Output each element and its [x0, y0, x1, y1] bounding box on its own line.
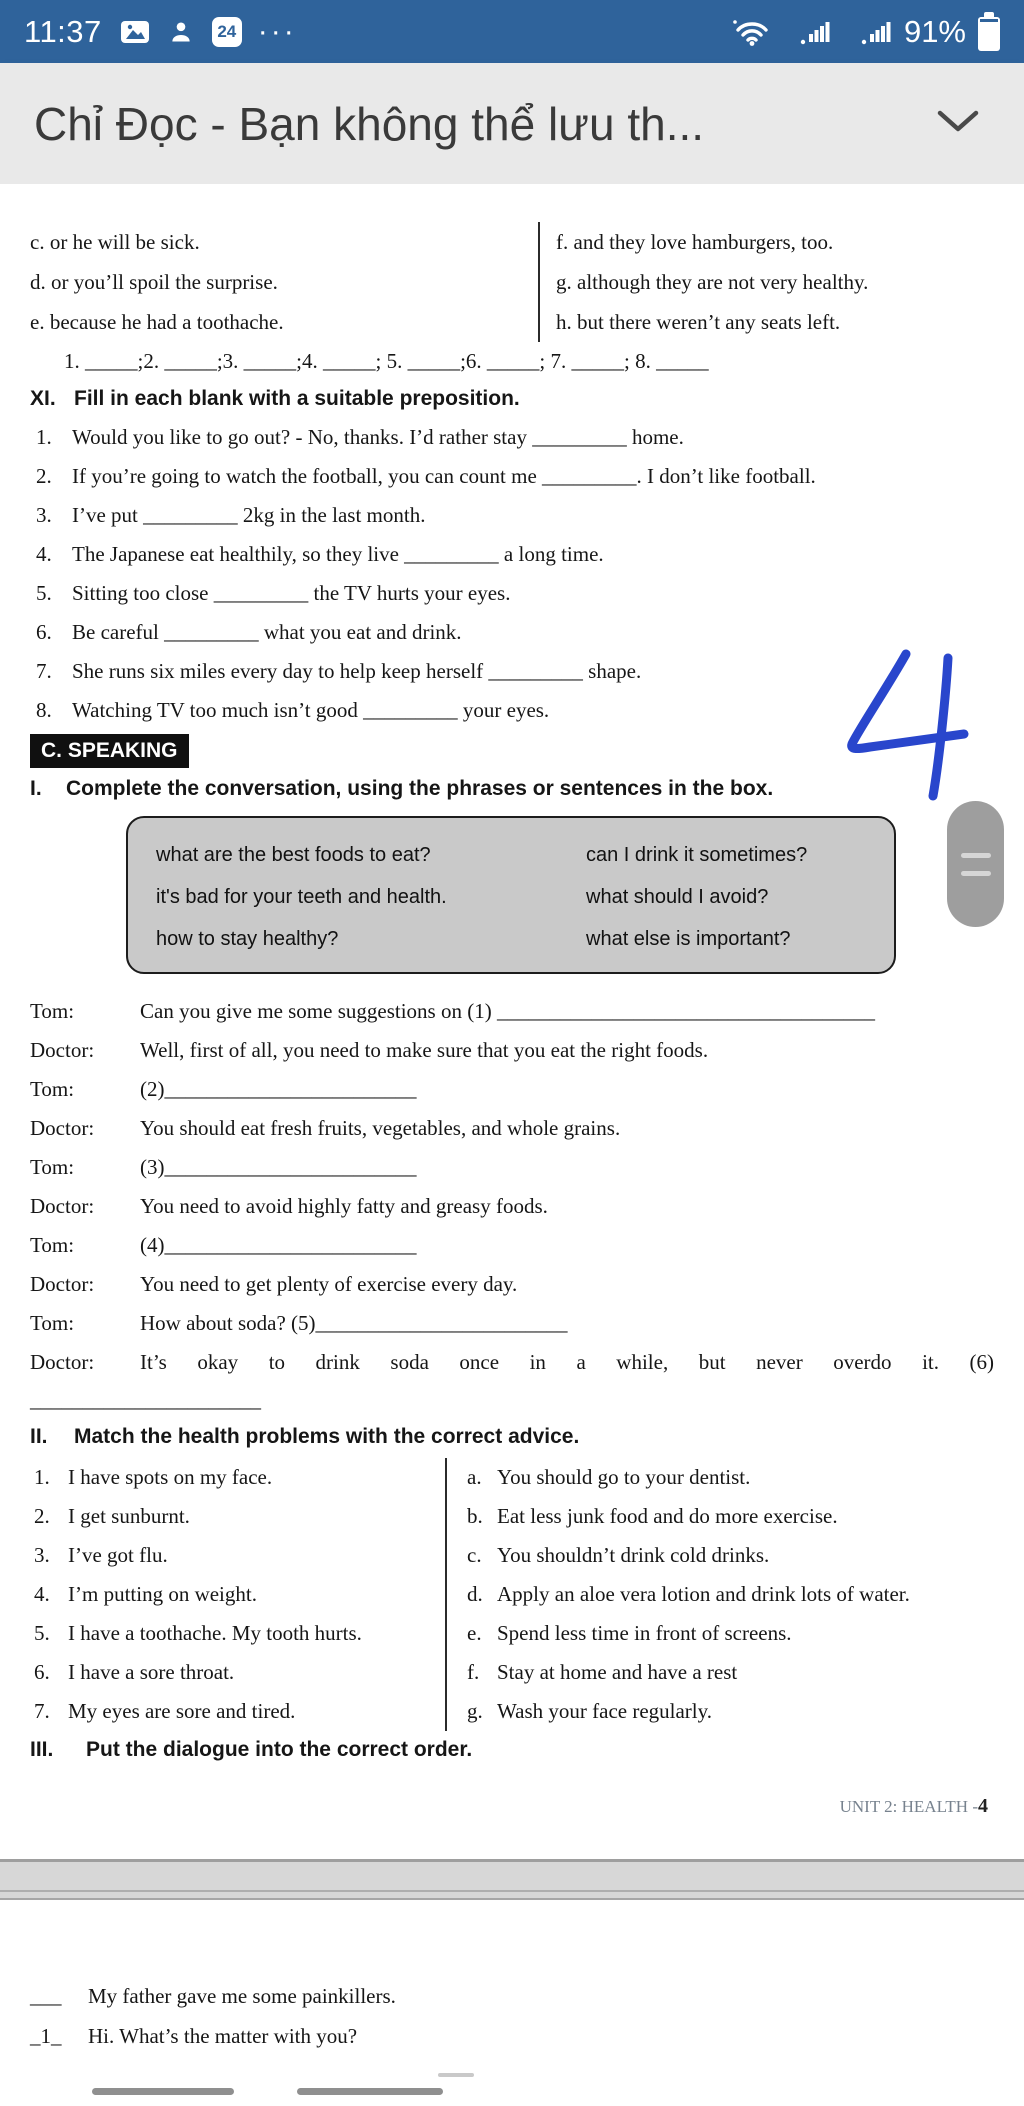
document-title: Chỉ Đọc - Bạn không thể lưu th...	[34, 97, 705, 150]
handle-line-icon	[961, 853, 991, 858]
section-number: II.	[30, 1425, 48, 1448]
section-ii-heading	[30, 1418, 994, 1456]
list-item: 3. I’ve put _________ 2kg in the last month.	[36, 503, 426, 527]
match-item: 4. I’m putting on weight.	[34, 1582, 257, 1606]
match-item: 7. My eyes are sore and tired.	[34, 1699, 296, 1723]
document-page-1[interactable]	[0, 184, 1024, 1859]
health-problems-column	[30, 1458, 445, 1731]
match-item: 6. I have a sore throat.	[34, 1660, 235, 1684]
dialogue-row: Tom: Can you give me some suggestions on (1) ____________________________________	[30, 999, 875, 1023]
dialogue-row: Tom: How about soda? (5)________________________	[30, 1311, 568, 1335]
dialogue-row: Doctor: Well, first of all, you need to make sure that you eat the right foods.	[30, 1038, 709, 1062]
order-blank: _1_	[30, 2024, 62, 2048]
page-break-gap	[0, 1859, 1024, 1900]
dialogue-row: Tom: (4)________________________	[30, 1233, 417, 1257]
phrase-box-right	[586, 834, 807, 960]
phrase: what should I avoid?	[586, 886, 769, 908]
advice-column	[445, 1458, 994, 1731]
badge-24-notification-icon: 24	[212, 17, 242, 47]
battery-icon	[978, 12, 1000, 52]
phrase: what are the best foods to eat?	[156, 844, 431, 866]
clock: 11:37	[24, 13, 102, 49]
matching-answers-top	[30, 222, 994, 342]
floating-handle-button[interactable]	[947, 801, 1004, 927]
wifi-icon	[732, 17, 770, 47]
status-bar	[0, 0, 1024, 63]
page-number: 4	[978, 1795, 988, 1817]
matching-option: f. and they love hamburgers, too.	[556, 230, 834, 254]
match-item: 1. I have spots on my face.	[34, 1465, 273, 1489]
order-blank: ___	[30, 1984, 62, 2008]
dialogue-row: Doctor: You should eat fresh fruits, vegetables, and whole grains.	[30, 1116, 621, 1140]
order-text: My father gave me some painkillers.	[88, 1984, 396, 2008]
signal-sim1-icon	[800, 19, 831, 45]
section-title: Put the dialogue into the correct order.	[86, 1738, 473, 1761]
cutoff-text-fragment	[438, 2073, 474, 2077]
phrase-box-left	[156, 834, 586, 960]
unit-label: UNIT 2: HEALTH	[839, 1797, 973, 1816]
signal-sim2-icon	[861, 19, 892, 45]
matching-option: g. although they are not very healthy.	[556, 270, 869, 294]
footer-separator: -	[972, 1797, 978, 1816]
dialogue-order-item	[30, 2016, 994, 2056]
list-item: 7. She runs six miles every day to help keep herself _________ shape.	[36, 659, 642, 683]
more-notifications-icon: ···	[257, 14, 297, 48]
conversation	[30, 992, 994, 1418]
list-item: 8. Watching TV too much isn’t good _________ your eyes.	[36, 698, 550, 722]
match-item: 3. I’ve got flu.	[34, 1543, 168, 1567]
cutoff-table-edge	[297, 2088, 443, 2095]
dialogue-row: Tom: (2)________________________	[30, 1077, 417, 1101]
handle-line-icon	[961, 871, 991, 876]
dialogue-overflow-blank: ______________________	[30, 1388, 261, 1412]
match-item: 2. I get sunburnt.	[34, 1504, 190, 1528]
match-item: d. Apply an aloe vera lotion and drink lots of water.	[467, 1582, 910, 1606]
section-iii-heading	[30, 1731, 994, 1769]
matching-option: d. or you’ll spoil the surprise.	[30, 270, 278, 294]
page-footer	[30, 1795, 994, 1818]
speaking-section-header: C. SPEAKING	[30, 734, 189, 768]
dialogue-row: Tom: (3)________________________	[30, 1155, 417, 1179]
matching-option: c. or he will be sick.	[30, 230, 200, 254]
health-matching-exercise	[30, 1458, 994, 1731]
match-item: f. Stay at home and have a rest	[467, 1660, 738, 1684]
matching-top-left-column	[30, 222, 538, 342]
list-item: 2. If you’re going to watch the football, you can count me _________. I don’t like football.	[36, 464, 816, 488]
battery-percent-label: 91%	[903, 13, 966, 49]
section-number: XI.	[30, 387, 56, 410]
match-item: c. You shouldn’t drink cold drinks.	[467, 1543, 770, 1567]
matching-top-right-column	[538, 222, 994, 342]
cutoff-table-edge	[92, 2088, 234, 2095]
dialogue-order-item	[30, 1976, 994, 2016]
section-xi-heading	[30, 380, 994, 418]
matching-option: e. because he had a toothache.	[30, 310, 284, 334]
order-text: Hi. What’s the matter with you?	[88, 2024, 358, 2048]
dialogue-row: Doctor: You need to get plenty of exercise every day.	[30, 1272, 518, 1296]
section-number: III.	[30, 1738, 54, 1761]
match-item: b. Eat less junk food and do more exercise.	[467, 1504, 838, 1528]
section-title: Complete the conversation, using the phrases or sentences in the box.	[66, 777, 774, 800]
match-item: a. You should go to your dentist.	[467, 1465, 751, 1489]
match-item: 5. I have a toothache. My tooth hurts.	[34, 1621, 362, 1645]
phrase: can I drink it sometimes?	[586, 844, 808, 866]
speaking-part1-heading	[30, 770, 994, 808]
list-item: 5. Sitting too close _________ the TV hurts your eyes.	[36, 581, 511, 605]
dialogue-row: Doctor: You need to avoid highly fatty and greasy foods.	[30, 1194, 548, 1218]
section-title: Match the health problems with the correct advice.	[74, 1425, 580, 1448]
image-notification-icon	[120, 20, 150, 44]
list-item: 4. The Japanese eat healthily, so they live _________ a long time.	[36, 542, 604, 566]
app-notification-icon	[168, 20, 194, 44]
dialogue-row: Doctor: It’s okay to drink soda once in a while, but never overdo it. (6)	[30, 1350, 994, 1374]
phrase: it's bad for your teeth and health.	[156, 886, 447, 908]
app-title-bar	[0, 63, 1024, 184]
match-item: g. Wash your face regularly.	[467, 1699, 713, 1723]
section-title: Fill in each blank with a suitable preposition.	[74, 387, 520, 410]
chevron-down-icon[interactable]	[936, 108, 980, 139]
list-item: 1. Would you like to go out? - No, thanks. I’d rather stay _________ home.	[36, 425, 684, 449]
answer-blanks-line: 1. _____;2. _____;3. _____;4. _____; 5. _____;6. _____; 7. _____; 8. _____	[64, 349, 709, 373]
match-item: e. Spend less time in front of screens.	[467, 1621, 792, 1645]
phrase-box	[126, 816, 896, 974]
phrase: how to stay healthy?	[156, 928, 339, 950]
document-page-2[interactable]	[0, 1902, 1024, 2106]
phrase: what else is important?	[586, 928, 791, 950]
list-item: 6. Be careful _________ what you eat and drink.	[36, 620, 462, 644]
matching-option: h. but there weren’t any seats left.	[556, 310, 841, 334]
preposition-exercise-list	[30, 418, 994, 730]
section-number: I.	[30, 777, 42, 800]
